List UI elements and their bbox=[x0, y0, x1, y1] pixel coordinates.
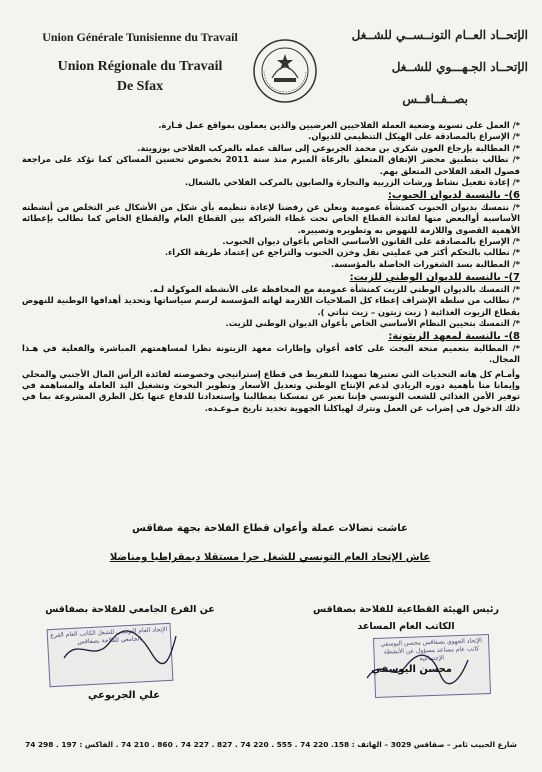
final-paragraph: وأمـام كل هاته التحديات التي تعتبرها تمهيدا للتفريط في قطاع إستراتيجي وخصوصته لفائدة الرأس المال الأجنبي والمحلي وإيمانا منا بأهمية دوره الريادي لدعم الإنتاج الوطني وتعديل الأسعار وتطوير البحوث وتشغيل اليد العاملة والمساهمة في توفير الأمن الغذائي للشعب التونسي فإننا نعبر عن تمسكنا بمطالبنا وإستعدادنا للدفاع عنها بكل الطرق المشروعة بما في ذلك الدخول في إضراب عن العمل ونترك لهياكلنا الجهوية تحديد تاريخ مـوعـده. bbox=[22, 368, 520, 413]
intro-item: */ العمل على تسوية وضعية العملة الفلاحيين العرضيين والذين يعملون بمواقع عمل قـارة. bbox=[158, 120, 520, 130]
signature-block-right bbox=[296, 604, 516, 632]
signature-left-title: عن الفرع الجامعي للفلاحة بصفاقس bbox=[45, 604, 215, 615]
official-stamp-left: الإتحاد العام التونسي للشغل الكاتب العام الفرع الجامعي للفلاحة بصفاقس bbox=[47, 623, 174, 687]
signature-block-left bbox=[20, 604, 240, 615]
section-7-item: */ التمسك بالديوان الوطني للزيت كمنشأة عمومية مع المحافظة على الأنشطة الموكولة لـه. bbox=[149, 283, 520, 294]
intro-item: */ الإسراع بالمصادقة على الهيكل التنظيمي للديوان. bbox=[308, 131, 520, 142]
official-stamp-right: الإتحاد الجهوي بصفاقس محسن اليوسفي كاتب عام مساعد مسؤول عن الأنشطة الإجتماعية bbox=[373, 634, 491, 698]
header-fr-line2: Union Régionale du Travail bbox=[57, 59, 223, 74]
signature-right-title: رئيس الهيئة القطاعية للفلاحة بصفاقس bbox=[313, 604, 499, 615]
footer-contact: شارع الحبيب ثامر – صفاقس 3029 – الهاتف : 158. 220 74 . 555 . 220 74 . 827 . 227 74 . 860 . 210 74 . الفاكس : 197 . 298 74 bbox=[25, 740, 517, 749]
section-6-item: */ الإسراع بالمصادقة على القانون الأساسي الخاص بأعوان ديوان الحبوب. bbox=[222, 236, 520, 247]
intro-item: */ المطالبة بإرجاع العون شكري بن محمد الجربوعي إلى سالف عمله بالمركب الفلاحي بوزويتة. bbox=[137, 142, 520, 153]
header-ar-line2: الإتحــاد الجـهـــوي للشــغل bbox=[391, 60, 528, 74]
handwritten-signature-left bbox=[60, 628, 180, 668]
section-8-title: 8)- بالنسبة لمعهد الزيتونة: bbox=[388, 331, 520, 343]
header-ar-line1: الإتحــاد العــام التونــســي للشــغل bbox=[351, 28, 528, 42]
signature-right-subtitle: الكاتب العام المساعد bbox=[357, 621, 455, 632]
section-7-title: 7)- بالنسبة للديوان الوطني للزيت: bbox=[349, 272, 520, 284]
handwritten-signature-right bbox=[362, 650, 472, 686]
signature-right-name: محسن اليوسفي bbox=[371, 664, 452, 675]
header-ar-line3: بصــفــاقــس bbox=[402, 92, 468, 106]
section-7-item: */ نطالب من سلطة الإشراف إعطاء كل الصلاحيات اللازمة لهاته المؤسسة لرسم سياساتها وتحديد أهدافها الوطنية للنهوض بقطاع الزيوت الغذائية ( زيت زيتون – زيت نباتي ). bbox=[22, 295, 520, 317]
header-arabic bbox=[318, 28, 528, 106]
closing-slogans bbox=[20, 523, 520, 581]
section-6-item: */ نطالب بالتحكم أكثر في عمليتي نقل وخزن الحبوب والتراجع عن إعتماد طريقة الكراء. bbox=[164, 247, 520, 258]
section-6-item: */ المطالبة بسد الشغورات الحاصلة بالمؤسسة. bbox=[330, 258, 520, 269]
header-fr-line1: Union Générale Tunisienne du Travail bbox=[42, 30, 238, 44]
intro-item: */ نطالب بتطبيق محضر الإتفاق المتعلق بالرعاة المبرم منذ سنة 2011 بخصوص تحسين المساكن كما نؤكد على مراجعة فصول العقد الفلاحي المتعلق بهم. bbox=[22, 154, 521, 176]
signature-left-name: علي الجربوعي bbox=[88, 690, 161, 701]
header-fr-line3: De Sfax bbox=[116, 79, 164, 94]
ugtt-logo-icon bbox=[252, 38, 318, 104]
intro-item: */ إعادة تفعيل نشاط ورشات الزربية والنجارة والصابون بالمركب الفلاحي بالشعال. bbox=[184, 177, 520, 188]
section-6-title: 6)- بالنسبة لديوان الحبوب: bbox=[387, 190, 520, 202]
section-6-paragraph: */ نتمسك بديوان الحبوب كمنشأة عمومية ونعلن عن رفضنا لإعادة تنظيمه بأي شكل من الأشكال عبر التخلص من أنشطته الأساسية أوالبعض منها لفائدة القطاع الخاص تحت غطاء الشراكة بين القطاع العام والقطاع الخاص كما نطالب بإعطائه الأهمية القصوى واللازمة للنهوض به وتطويره وتصييره. bbox=[22, 201, 520, 235]
closing-line-1: عاشت نضالات عملة وأعوان قطاع الفلاحة بجهة صفاقس bbox=[132, 523, 408, 534]
section-8-paragraph: */ المطالبة بتعميم منحة البحث على كافة أعوان وإطارات معهد الزيتونة نظرا لمساهمتهم المباشرة والفعلية في هـذا المجال. bbox=[22, 342, 520, 365]
closing-line-2: عاش الإتحاد العام التونسي للشغل حرا مستقلا ديمقراطيا ومناضلا bbox=[109, 552, 431, 563]
header-french bbox=[20, 30, 260, 95]
document-body bbox=[22, 120, 520, 414]
section-7-item: */ التمسك بتحيين النظام الأساسي الخاص بأعوان الديوان الوطني للزيت. bbox=[225, 317, 520, 328]
